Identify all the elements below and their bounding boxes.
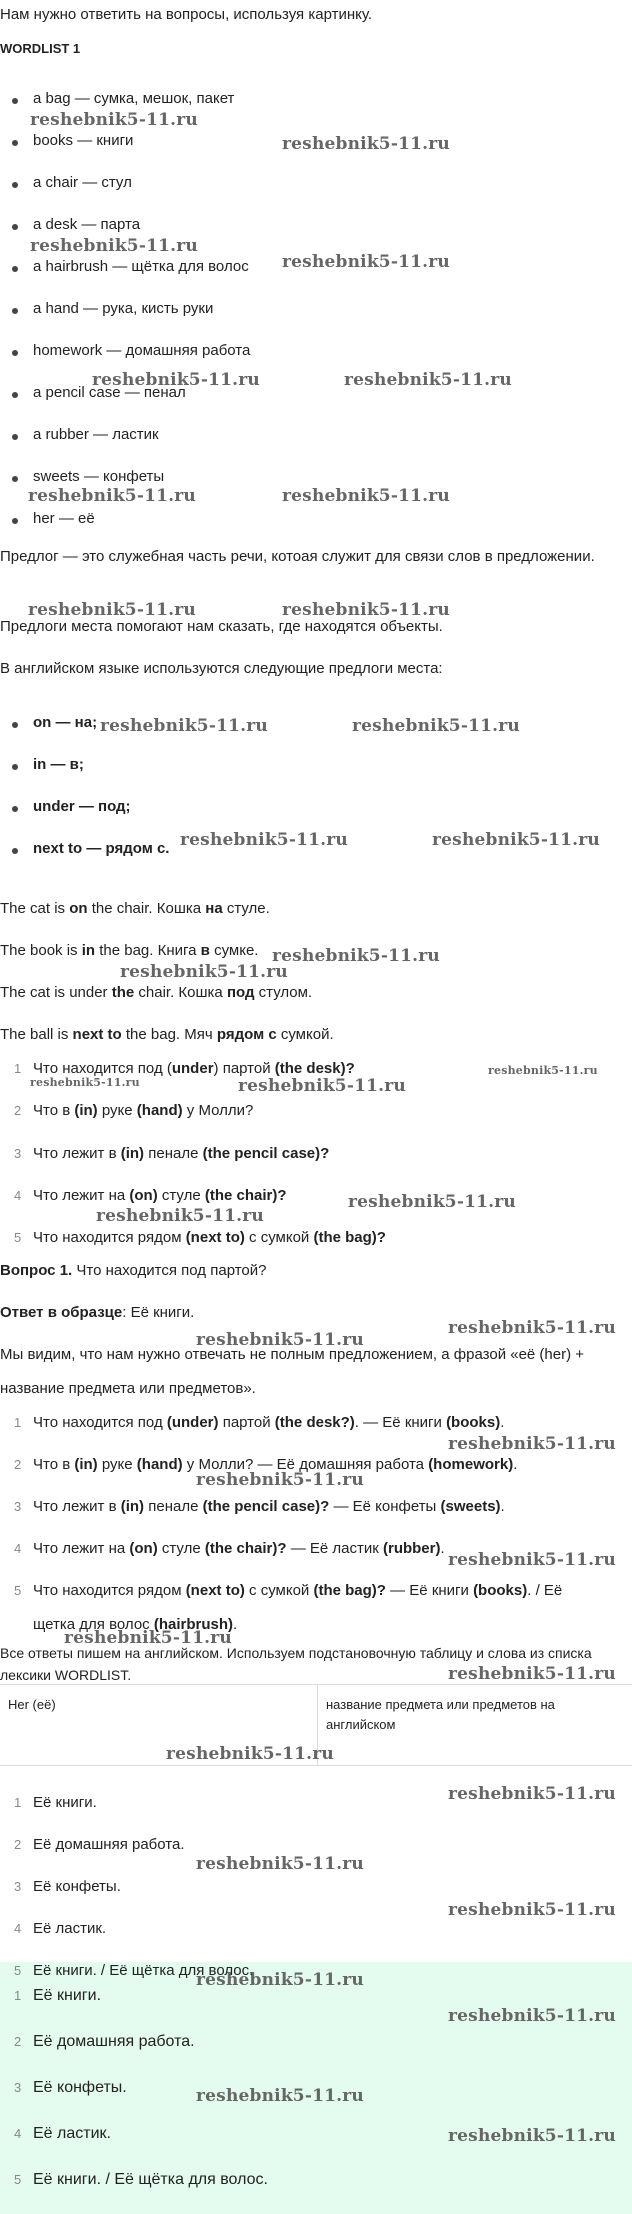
watermark: reshebnik5-11.ru bbox=[488, 1064, 598, 1077]
watermark: reshebnik5-11.ru bbox=[30, 110, 198, 130]
final-answer: Её ластик. bbox=[33, 2125, 111, 2142]
bullet bbox=[12, 350, 18, 356]
preposition-item: on — на; bbox=[33, 714, 98, 731]
wordlist-item: sweets — конфеты bbox=[33, 468, 165, 485]
preposition-item: in — в; bbox=[33, 756, 84, 773]
bullet bbox=[12, 266, 18, 272]
example-sentence: The book is in the bag. Книга в сумке. bbox=[0, 942, 259, 959]
watermark: reshebnik5-11.ru bbox=[92, 370, 260, 390]
watermark: reshebnik5-11.ru bbox=[282, 486, 450, 506]
final-note: Все ответы пишем на английском. Используем подстановочную таблицу и слова из списка лексики WORDLIST. bbox=[0, 1645, 592, 1683]
preposition-item: next to — рядом с. bbox=[33, 840, 170, 857]
question-item: Что находится под (under) партой (the desk)? bbox=[33, 1060, 355, 1077]
watermark: reshebnik5-11.ru bbox=[196, 1854, 364, 1874]
watermark: reshebnik5-11.ru bbox=[432, 830, 600, 850]
wordlist-item: a hand — рука, кисть руки bbox=[33, 300, 214, 317]
bullet bbox=[12, 722, 18, 728]
wordlist-item: a desk — парта bbox=[33, 216, 141, 233]
bullet bbox=[12, 182, 18, 188]
watermark: reshebnik5-11.ru bbox=[196, 1970, 364, 1990]
answer-number: 4 bbox=[14, 1541, 22, 1556]
watermark: reshebnik5-11.ru bbox=[120, 962, 288, 982]
question-item: Что лежит в (in) пенале (the pencil case)? bbox=[33, 1145, 330, 1162]
answer-item: Что лежит в (in) пенале (the pencil case)? — Её конфеты (sweets). bbox=[33, 1498, 505, 1515]
final-answer-row: 1 Её книги. bbox=[0, 1976, 632, 2016]
wordlist-item: books — книги bbox=[33, 132, 134, 149]
watermark: reshebnik5-11.ru bbox=[448, 2006, 616, 2026]
preposition-intro: В английском языке используются следующие предлоги места: bbox=[0, 660, 443, 677]
bullet bbox=[12, 806, 18, 812]
wordlist-item: a chair — стул bbox=[33, 174, 132, 191]
question-number: 5 bbox=[14, 1230, 22, 1245]
answer-number: 3 bbox=[14, 1499, 22, 1514]
bullet bbox=[12, 308, 18, 314]
question-number: 1 bbox=[14, 1061, 22, 1076]
bullet bbox=[12, 140, 18, 146]
answer-item: Что в (in) руке (hand) у Молли? — Её домашняя работа (homework). bbox=[33, 1456, 518, 1473]
question-item: Что находится рядом (next to) с сумкой (the bag)? bbox=[33, 1229, 386, 1246]
final-answer: Её книги. bbox=[33, 1987, 102, 2004]
bullet bbox=[12, 518, 18, 524]
answer-item-continuation: щетка для волос (hairbrush). bbox=[33, 1616, 238, 1633]
bullet bbox=[12, 224, 18, 230]
watermark: reshebnik5-11.ru bbox=[282, 252, 450, 272]
example-sentence: The cat is under the chair. Кошка под стулом. bbox=[0, 984, 313, 1001]
final-answer-row: 4 Её ластик. bbox=[0, 2114, 632, 2154]
watermark: reshebnik5-11.ru bbox=[100, 716, 268, 736]
bullet bbox=[12, 98, 18, 104]
question-number: 3 bbox=[14, 1146, 22, 1161]
watermark: reshebnik5-11.ru bbox=[282, 600, 450, 620]
intro-text: Нам нужно ответить на вопросы, используя картинку. bbox=[0, 6, 373, 23]
watermark: reshebnik5-11.ru bbox=[448, 1434, 616, 1454]
watermark: reshebnik5-11.ru bbox=[282, 134, 450, 154]
final-answer: Её домашняя работа. bbox=[33, 2033, 195, 2050]
wordlist-item: homework — домашняя работа bbox=[33, 342, 251, 359]
short-answer: Её книги. bbox=[33, 1794, 97, 1811]
wordlist-item: a hairbrush — щётка для волос bbox=[33, 258, 249, 275]
table-header-cell: название предмета или предметов на английском bbox=[326, 1697, 555, 1732]
preposition-item: under — под; bbox=[33, 798, 131, 815]
answer-number: 1 bbox=[14, 1415, 22, 1430]
answer-number: 5 bbox=[14, 1583, 22, 1598]
wordlist-item: a rubber — ластик bbox=[33, 426, 159, 443]
table-header-cell: Her (её) bbox=[0, 1685, 318, 1765]
wordlist-item: her — её bbox=[33, 510, 95, 527]
watermark: reshebnik5-11.ru bbox=[448, 1784, 616, 1804]
watermark: reshebnik5-11.ru bbox=[28, 486, 196, 506]
final-answer-row: 3 Её конфеты. bbox=[0, 2068, 632, 2108]
watermark: reshebnik5-11.ru bbox=[64, 1628, 232, 1648]
short-answer: Её книги. / Её щётка для волос. bbox=[33, 1962, 254, 1979]
explanation: Мы видим, что нам нужно отвечать не полным предложением, а фразой «её (her) + название предмета или предметов». bbox=[0, 1346, 585, 1397]
watermark: reshebnik5-11.ru bbox=[196, 1470, 364, 1490]
wordlist-item: a pencil case — пенал bbox=[33, 384, 186, 401]
question-item: Что в (in) руке (hand) у Молли? bbox=[33, 1102, 254, 1119]
sample-answer: Ответ в образце: Её книги. bbox=[0, 1304, 195, 1321]
watermark: reshebnik5-11.ru bbox=[448, 1318, 616, 1338]
example-sentence: The cat is on the chair. Кошка на стуле. bbox=[0, 900, 270, 917]
preposition-place: Предлоги места помогают нам сказать, где находятся объекты. bbox=[0, 618, 443, 635]
watermark: reshebnik5-11.ru bbox=[448, 1900, 616, 1920]
wordlist-item: a bag — сумка, мешок, пакет bbox=[33, 90, 235, 107]
answer-item: Что лежит на (on) стуле (the chair)? — Её ластик (rubber). bbox=[33, 1540, 445, 1557]
example-sentence: The ball is next to the bag. Мяч рядом с сумкой. bbox=[0, 1026, 334, 1043]
watermark: reshebnik5-11.ru bbox=[28, 600, 196, 620]
answer-item: Что находится под (under) партой (the desk?). — Её книги (books). bbox=[33, 1414, 505, 1431]
watermark: reshebnik5-11.ru bbox=[96, 1206, 264, 1226]
watermark: reshebnik5-11.ru bbox=[166, 1744, 334, 1764]
bullet bbox=[12, 764, 18, 770]
watermark: reshebnik5-11.ru bbox=[344, 370, 512, 390]
watermark: reshebnik5-11.ru bbox=[448, 1664, 616, 1684]
preposition-definition: Предлог — это служебная часть речи, котоая служит для связи слов в предложении. bbox=[0, 548, 595, 565]
final-answer-row: 5 Её книги. / Её щётка для волос. bbox=[0, 2160, 632, 2200]
bullet bbox=[12, 476, 18, 482]
watermark: reshebnik5-11.ru bbox=[448, 1550, 616, 1570]
short-answer: Её конфеты. bbox=[33, 1878, 121, 1895]
short-answer: Её ластик. bbox=[33, 1920, 107, 1937]
final-answer: Её конфеты. bbox=[33, 2079, 127, 2096]
page: Нам нужно ответить на вопросы, используя картинку. WORDLIST 1 a bag — сумка, мешок, пакет books — книги a chair — стул a desk — парта a hairbrush — щётка для волос a hand — рука, кисть руки homework — домашняя работа a pencil case — пенал a rubber — ластик sweets — конфеты her — её Предлог — это служебная часть речи, котоая служит для связи слов в предложении. Предлоги места помогают нам сказать, где находятся объекты. В английском языке используются следующие предлоги места: on — на; in — в; under — под; next to — рядом с. The cat is on the chair. Кошка на стуле. The book is in the bag. Книга в сумке. The cat is under the chair. Кошка под стулом. The ball is next to the bag. Мяч рядом с сумкой. 1 Что находится под (under) партой (the desk)? 2 Что в (in) руке (hand) у Молли? 3 Что лежит в (in) пенале (the pencil case)? 4 Что лежит на (on) стуле (the chair)? 5 Что находится рядом (next to) с сумкой (the bag)? Вопрос 1. Что находится под партой? Ответ в образце: Её книги. Мы видим, что нам нужно отвечать не полным предложением, а фразой «её (her) + название предмета или предметов». 1 Что находится под (under) партой (the desk?). — Её книги (books). 2 Что в (in) руке (hand) у Молли? — Её домашняя работа (homework). 3 Что лежит в (in) пенале (the pencil case)? — Её конфеты (sweets). 4 Что лежит на (on) стуле (the chair)? — Её ластик (rubber). 5 Что находится рядом (next to) с сумкой (the bag)? — Её книги (books). / Её щетка для волос (hairbrush). Все ответы пишем на английском. Используем подстановочную таблицу и слова из списка лексики WORDLIST. Her (её) название предмета или предметов на английском 1 Её книги. 2 Её домашняя работа. 3 Её конфеты. 4 Её ластик. 5 Её книги. / Её щётка для волос. 1 Её книги. 2 Её домашняя работа. 3 Её конфеты. 4 Её ластик. 5 Её книги. / Её щётка для волос. reshebnik5-11.ru reshebnik5-11.ru reshebnik5-11.ru reshebnik5-11.ru reshebnik5-11.ru reshebnik5-11.ru reshebnik5-11.ru reshebnik5-11.ru reshebnik5-11.ru reshebnik5-11.ru reshebnik5-11.ru reshebnik5-11.ru reshebnik5-11.ru reshebnik5-11.ru reshebnik5-11.ru reshebnik5-11.ru reshebnik5-11.ru reshebnik5-11.ru reshebnik5-11.ru reshebnik5-11.ru reshebnik5-11.ru reshebnik5-11.ru reshebnik5-11.ru reshebnik5-11.ru reshebnik5-11.ru reshebnik5-11.ru reshebnik5-11.ru reshebnik5-11.ru reshebnik5-11.ru reshebnik5-11.ru reshebnik5-11.ru reshebnik5-11.ru reshebnik5-11.ru reshebnik5-11.ru reshebnik5-11.ru reshebnik5-11.ru bbox=[0, 0, 632, 2214]
watermark: reshebnik5-11.ru bbox=[196, 1330, 364, 1350]
question-number: 2 bbox=[14, 1103, 22, 1118]
watermark: reshebnik5-11.ru bbox=[448, 2126, 616, 2146]
question-number: 4 bbox=[14, 1188, 22, 1203]
answer-number: 2 bbox=[14, 1457, 22, 1472]
wordlist-title: WORDLIST 1 bbox=[0, 41, 81, 56]
watermark: reshebnik5-11.ru bbox=[352, 716, 520, 736]
final-answer-row: 2 Её домашняя работа. bbox=[0, 2022, 632, 2062]
answer-item: Что находится рядом (next to) с сумкой (the bag)? — Её книги (books). / Её bbox=[33, 1582, 563, 1599]
watermark: reshebnik5-11.ru bbox=[30, 1076, 140, 1089]
bullet bbox=[12, 434, 18, 440]
final-answer: Её книги. / Её щётка для волос. bbox=[33, 2171, 268, 2188]
watermark: reshebnik5-11.ru bbox=[238, 1076, 406, 1096]
bullet bbox=[12, 848, 18, 854]
watermark: reshebnik5-11.ru bbox=[272, 946, 440, 966]
bullet bbox=[12, 392, 18, 398]
watermark: reshebnik5-11.ru bbox=[348, 1192, 516, 1212]
watermark: reshebnik5-11.ru bbox=[196, 2086, 364, 2106]
watermark: reshebnik5-11.ru bbox=[180, 830, 348, 850]
question-item: Что лежит на (on) стуле (the chair)? bbox=[33, 1187, 287, 1204]
short-answer: Её домашняя работа. bbox=[33, 1836, 185, 1853]
watermark: reshebnik5-11.ru bbox=[30, 236, 198, 256]
question-1-heading: Вопрос 1. Что находится под партой? bbox=[0, 1262, 267, 1279]
